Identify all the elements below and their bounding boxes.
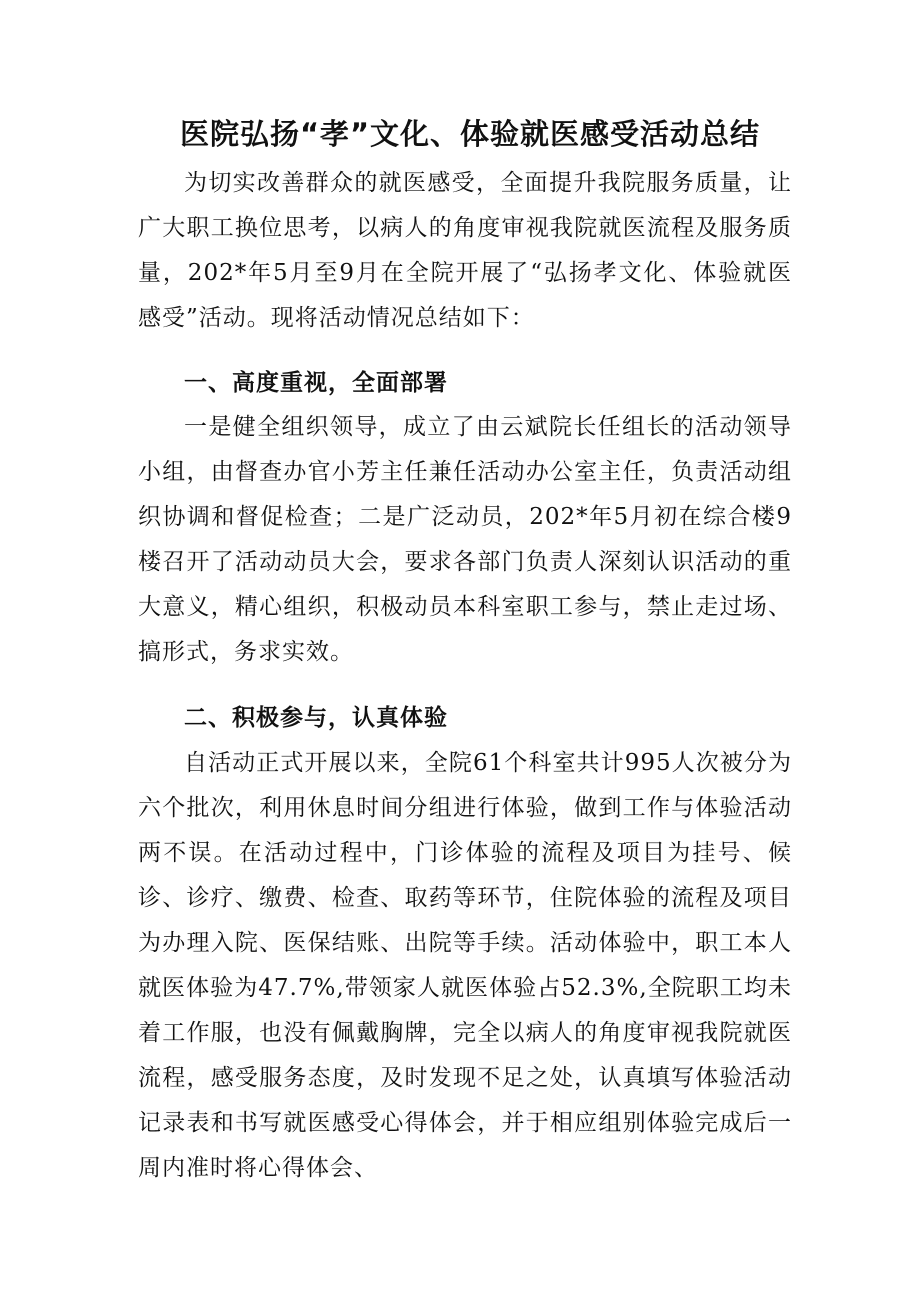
section-1-paragraph: 一是健全组织领导，成立了由云斌院长任组长的活动领导小组，由督查办官小芳主任兼任活动办公室主任，负责活动组织协调和督促检查；二是广泛动员，202*年5月初在综合楼9楼召开了活动动员大会，要求各部门负责人深刻认识活动的重大意义，精心组织，积极动员本科室职工参与，禁止走过场、搞形式，务求实效。 (138, 414, 792, 665)
section-1-heading: 一、高度重视，全面部署 (184, 370, 448, 396)
intro-paragraph: 为切实改善群众的就医感受，全面提升我院服务质量，让广大职工换位思考，以病人的角度审视我院就医流程及服务质量，202*年5月至9月在全院开展了“弘扬孝文化、体验就医感受”活动。现将活动情况总结如下： (138, 170, 792, 331)
document-title: 医院弘扬“孝”文化、体验就医感受活动总结 (179, 117, 761, 151)
section-2-heading: 二、积极参与，认真体验 (184, 705, 448, 731)
section-2-paragraph: 自活动正式开展以来，全院61个科室共计995人次被分为六个批次，利用休息时间分组进行体验，做到工作与体验活动两不误。在活动过程中，门诊体验的流程及项目为挂号、候诊、诊疗、缴费、检查、取药等环节，住院体验的流程及项目为办理入院、医保结账、出院等手续。活动体验中，职工本人就医体验为47.7%,带领家人就医体验占52.3%,全院职工均未着工作服，也没有佩戴胸牌，完全以病人的角度审视我院就医流程，感受服务态度，及时发现不足之处，认真填写体验活动记录表和书写就医感受心得体会，并于相应组别体验完成后一周内准时将心得体会、 (138, 750, 792, 1181)
